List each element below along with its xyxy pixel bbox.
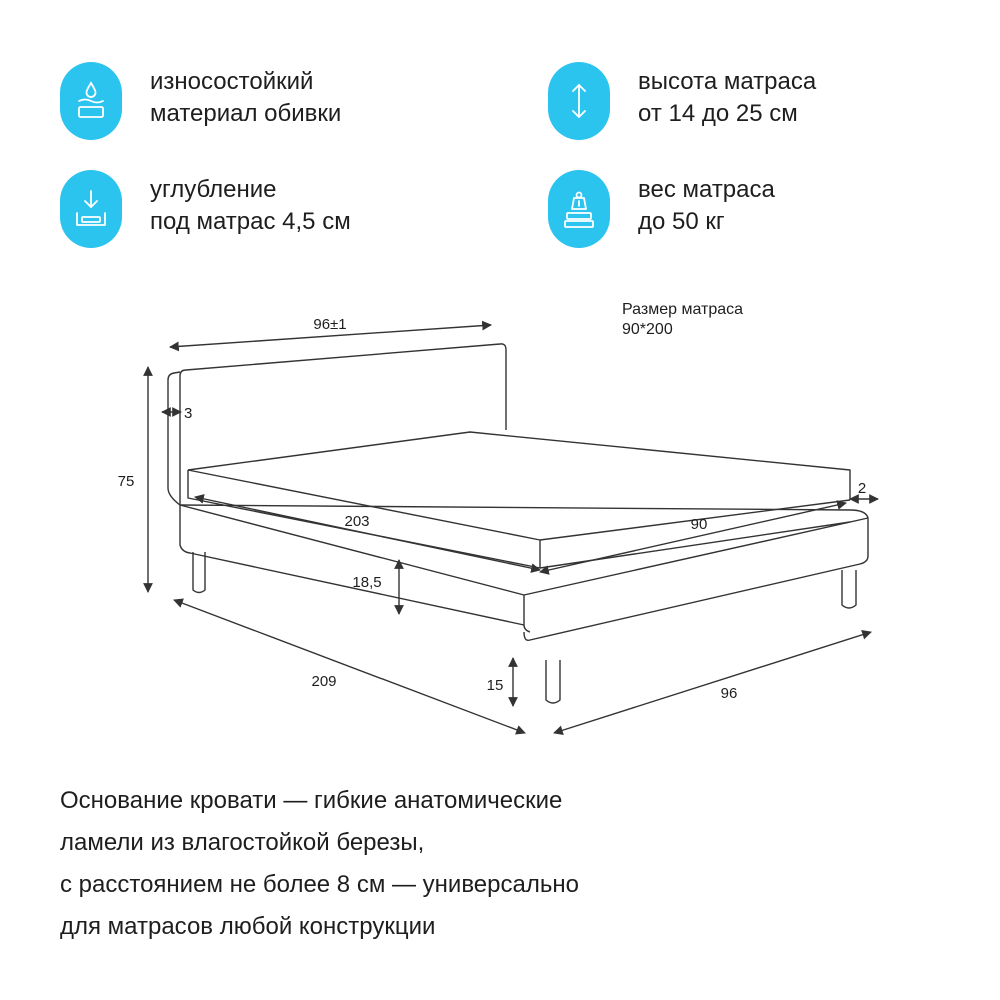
- headboard: [180, 344, 506, 505]
- feature-line: до 50 кг: [638, 208, 725, 235]
- bed-leg: [546, 660, 560, 703]
- dim-leg-height: 15: [486, 677, 504, 694]
- bed-leg: [193, 552, 205, 593]
- dim-line-mattress-width: [540, 503, 846, 572]
- description-line: ламели из влагостойкой березы,: [60, 829, 425, 856]
- bed-outline: [168, 344, 868, 703]
- feature-line: вес матраса: [638, 176, 775, 203]
- feature-line: высота матраса: [638, 68, 817, 95]
- feature-line: углубление: [150, 176, 277, 203]
- feature-line: износостойкий: [150, 68, 314, 95]
- feature-line: материал обивки: [150, 100, 342, 127]
- dim-line-total-width: [554, 632, 871, 733]
- dim-line-total-length: [174, 600, 525, 733]
- dim-total-length: 209: [311, 673, 337, 690]
- dim-headboard-thickness: 3: [184, 405, 193, 422]
- mattress-size-label: Размер матраса: [622, 301, 744, 318]
- headboard-side: [168, 372, 180, 488]
- description-line: с расстоянием не более 8 см — универсально: [60, 871, 579, 898]
- dim-headboard-width: 96±1: [313, 316, 347, 333]
- base-description: [60, 780, 579, 948]
- dim-total-width: 96: [720, 685, 738, 702]
- description-line: Основание кровати — гибкие анатомические: [60, 787, 563, 814]
- dim-total-height: 75: [117, 473, 135, 490]
- description-line: для матрасов любой конструкции: [60, 913, 436, 940]
- feature-line: под матрас 4,5 см: [150, 208, 351, 235]
- dim-frame-height: 18,5: [352, 574, 382, 591]
- dim-mattress-width: 90: [690, 516, 708, 533]
- bed-leg: [842, 570, 856, 608]
- mattress-size-value: 90*200: [622, 321, 673, 338]
- dim-frame-edge: 2: [857, 480, 867, 497]
- feature-line: от 14 до 25 см: [638, 100, 798, 127]
- dim-mattress-length: 203: [344, 513, 370, 530]
